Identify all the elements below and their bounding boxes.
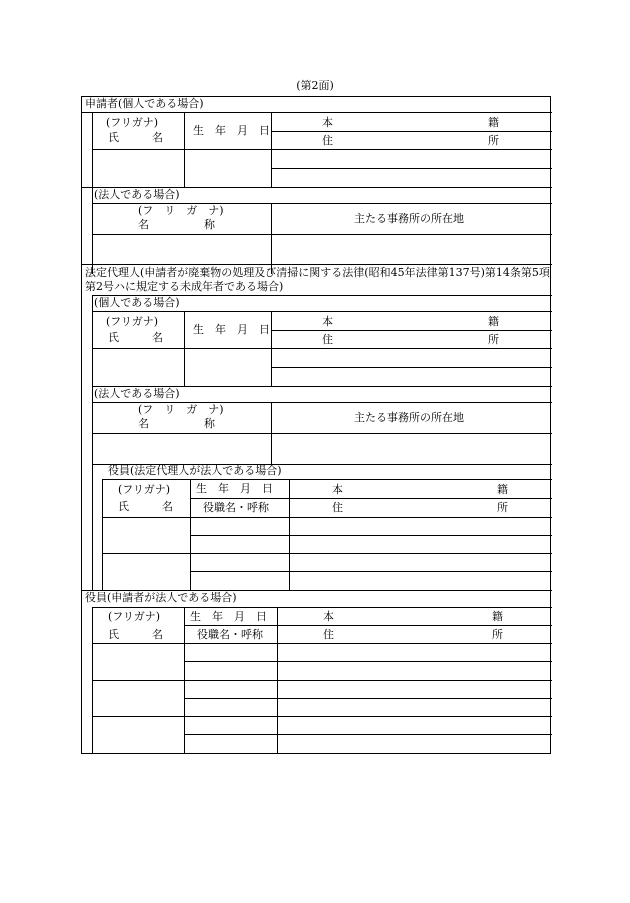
position-label: 役職名・呼称 xyxy=(197,628,263,641)
position-label: 役職名・呼称 xyxy=(203,501,269,514)
name-label: 氏 名 xyxy=(108,331,163,344)
divider xyxy=(92,295,93,590)
office-label: 主たる事務所の所在地 xyxy=(354,212,464,225)
divider xyxy=(92,643,552,644)
furigana-label: (フリガナ) xyxy=(106,315,159,328)
address-label-2: 所 xyxy=(497,501,508,514)
divider xyxy=(92,433,552,434)
applicant-individual-title: 申請者(個人である場合) xyxy=(85,97,204,110)
divider xyxy=(190,498,552,499)
application-form xyxy=(81,96,551,754)
divider xyxy=(102,479,552,480)
divider xyxy=(190,535,552,536)
domicile-label-2: 籍 xyxy=(497,483,508,496)
furigana-label: (フリガナ) xyxy=(108,610,161,623)
divider xyxy=(92,149,552,150)
corporate-name-label: 名 称 xyxy=(138,218,215,231)
divider xyxy=(92,112,93,274)
divider xyxy=(184,734,552,735)
legal-rep-corporate-title: (法人である場合) xyxy=(94,387,180,400)
corporate-furigana-label: (フ リ ガ ナ) xyxy=(138,204,224,217)
divider xyxy=(102,517,552,518)
divider xyxy=(184,625,552,626)
domicile-label: 本 xyxy=(322,116,333,129)
divider xyxy=(271,131,552,132)
domicile-label: 本 xyxy=(323,610,334,623)
divider xyxy=(92,234,552,235)
divider xyxy=(92,716,552,717)
birth-label: 生 年 月 日 xyxy=(193,124,270,137)
legal-rep-individual-title: (個人である場合) xyxy=(94,296,180,309)
legal-rep-officers-title: 役員(法定代理人が法人である場合) xyxy=(108,464,282,477)
furigana-label: (フリガナ) xyxy=(118,483,171,496)
name-label: 氏 名 xyxy=(118,500,173,513)
birth-label: 生 年 月 日 xyxy=(193,323,270,336)
divider xyxy=(82,112,552,113)
divider xyxy=(190,571,552,572)
divider xyxy=(102,479,103,590)
address-label-2: 所 xyxy=(492,628,503,641)
divider xyxy=(102,553,552,554)
divider xyxy=(92,311,552,312)
domicile-label-2: 籍 xyxy=(488,315,499,328)
domicile-label-2: 籍 xyxy=(488,116,499,129)
address-label-2: 所 xyxy=(488,134,499,147)
office-label: 主たる事務所の所在地 xyxy=(354,411,464,424)
birth-label: 生 年 月 日 xyxy=(196,482,273,495)
address-label: 住 xyxy=(322,333,333,346)
domicile-label: 本 xyxy=(322,315,333,328)
address-label: 住 xyxy=(322,134,333,147)
corporate-furigana-label: (フ リ ガ ナ) xyxy=(138,403,224,416)
furigana-label: (フリガナ) xyxy=(106,116,159,129)
applicant-officers-title: 役員(申請者が法人である場合) xyxy=(85,591,237,604)
divider xyxy=(271,168,552,169)
name-label: 氏 名 xyxy=(108,628,163,641)
divider xyxy=(271,367,552,368)
divider xyxy=(92,607,552,608)
corporate-name-label: 名 称 xyxy=(138,417,215,430)
divider xyxy=(92,348,552,349)
applicant-corporate-title: (法人である場合) xyxy=(94,188,180,201)
legal-rep-title: 法定代理人(申請者が廃棄物の処理及び清掃に関する法律(昭和45年法律第137号)第14条第5項第2号ハに規定する未成年者である場合) xyxy=(85,266,550,293)
divider xyxy=(184,661,552,662)
page-label: (第2面) xyxy=(296,79,334,92)
divider xyxy=(184,698,552,699)
address-label-2: 所 xyxy=(488,333,499,346)
divider xyxy=(271,330,552,331)
divider xyxy=(92,680,552,681)
name-label: 氏 名 xyxy=(108,131,163,144)
birth-label: 生 年 月 日 xyxy=(190,610,267,623)
address-label: 住 xyxy=(323,628,334,641)
divider xyxy=(82,264,552,265)
domicile-label-2: 籍 xyxy=(492,610,503,623)
domicile-label: 本 xyxy=(332,483,343,496)
address-label: 住 xyxy=(332,501,343,514)
